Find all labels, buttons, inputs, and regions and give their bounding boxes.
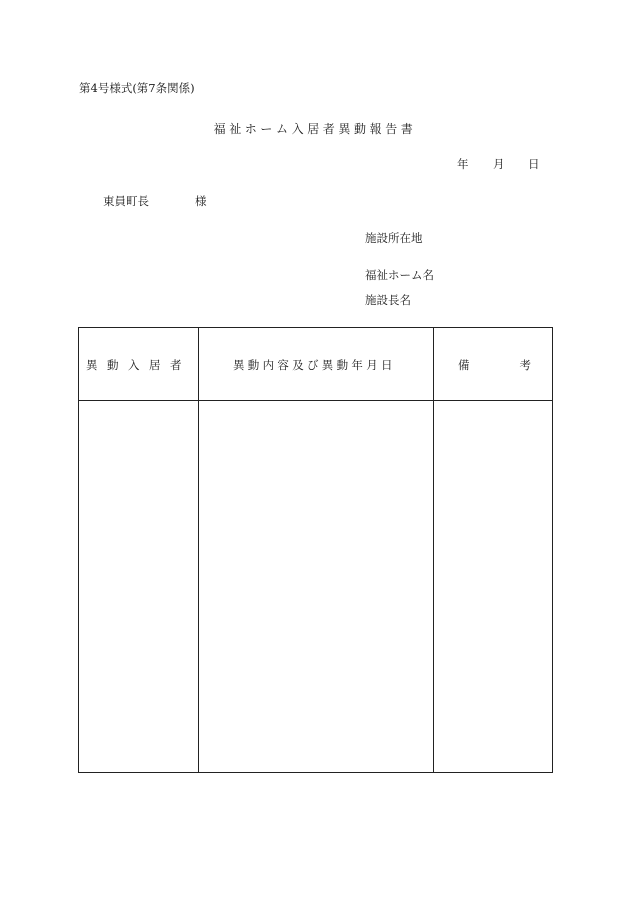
addressee-line (103, 193, 207, 209)
document-title: 福祉ホーム入居者異動報告書 (213, 122, 417, 136)
cell-details[interactable] (199, 401, 433, 772)
date-day-label: 日 (528, 157, 540, 171)
header-remarks-char-1: 備 (458, 358, 470, 372)
date-month-label: 月 (493, 157, 505, 171)
form-number: 第4号様式(第7条関係) (79, 81, 195, 95)
addressee-honorific: 様 (195, 194, 207, 208)
addressee-name: 東員町長 (103, 194, 149, 208)
report-table (78, 327, 553, 773)
header-resident: 異動入居者 (86, 358, 191, 372)
home-name-label: 福祉ホーム名 (365, 268, 434, 282)
header-remarks-char-2: 考 (519, 358, 531, 372)
header-remarks (458, 357, 531, 373)
cell-remarks[interactable] (434, 401, 552, 772)
cell-resident[interactable] (79, 401, 198, 772)
header-details: 異動内容及び異動年月日 (233, 358, 396, 372)
director-name-label: 施設長名 (365, 293, 411, 307)
date-line (457, 156, 540, 172)
facility-location-label: 施設所在地 (365, 231, 423, 245)
date-year-label: 年 (457, 157, 469, 171)
